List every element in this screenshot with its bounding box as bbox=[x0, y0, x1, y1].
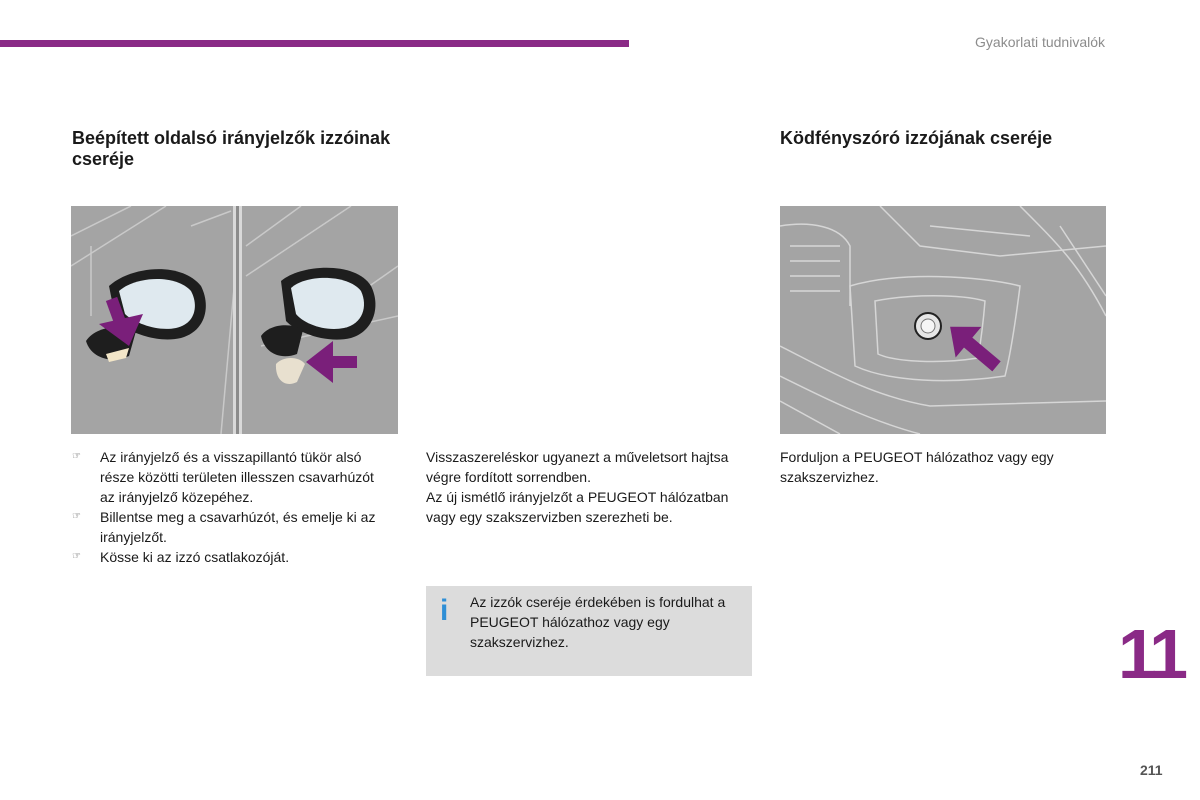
info-box bbox=[426, 586, 752, 676]
replacement-source-paragraph: Az új ismétlő irányjelzőt a PEUGEOT hálózatban vagy egy szakszervizben szerezheti be. bbox=[426, 489, 729, 525]
page-number: 211 bbox=[1140, 762, 1163, 778]
fog-lamp-paragraph: Forduljon a PEUGEOT hálózathoz vagy egy szakszervizhez. bbox=[780, 449, 1054, 485]
section-label: Gyakorlati tudnivalók bbox=[975, 34, 1105, 50]
fog-lamp-illustration bbox=[780, 206, 1106, 434]
right-section-title: Ködfényszóró izzójának cseréje bbox=[780, 128, 1053, 148]
step-text: Kösse ki az izzó csatlakozóját. bbox=[100, 549, 290, 565]
info-icon: i bbox=[440, 594, 449, 627]
step-text: Billentse meg a csavarhúzót, és emelje ki az irányjelzőt. bbox=[100, 509, 376, 545]
hand-pointer-icon: ☞ bbox=[72, 451, 81, 462]
left-section-title: Beépített oldalsó irányjelzők izzóinak cseréje bbox=[72, 128, 391, 169]
hand-pointer-icon: ☞ bbox=[72, 511, 81, 522]
chapter-number: 11 bbox=[1118, 615, 1184, 693]
list-item bbox=[72, 547, 392, 567]
header-accent-bar bbox=[0, 40, 629, 47]
list-item bbox=[72, 507, 392, 547]
list-item bbox=[72, 447, 392, 507]
step-text: Az irányjelző és a visszapillantó tükör alsó része közötti területen illesszen csavarhúzót az irányjelző közepéhez. bbox=[100, 449, 374, 505]
hand-pointer-icon: ☞ bbox=[72, 551, 81, 562]
mirror-indicator-illustration bbox=[71, 206, 398, 434]
left-steps-list bbox=[72, 447, 392, 567]
info-text: Az izzók cseréje érdekében is fordulhat a PEUGEOT hálózathoz vagy egy szakszervizhez. bbox=[470, 594, 726, 650]
reassembly-paragraph: Visszaszereléskor ugyanezt a műveletsort hajtsa végre fordított sorrendben. bbox=[426, 449, 729, 485]
